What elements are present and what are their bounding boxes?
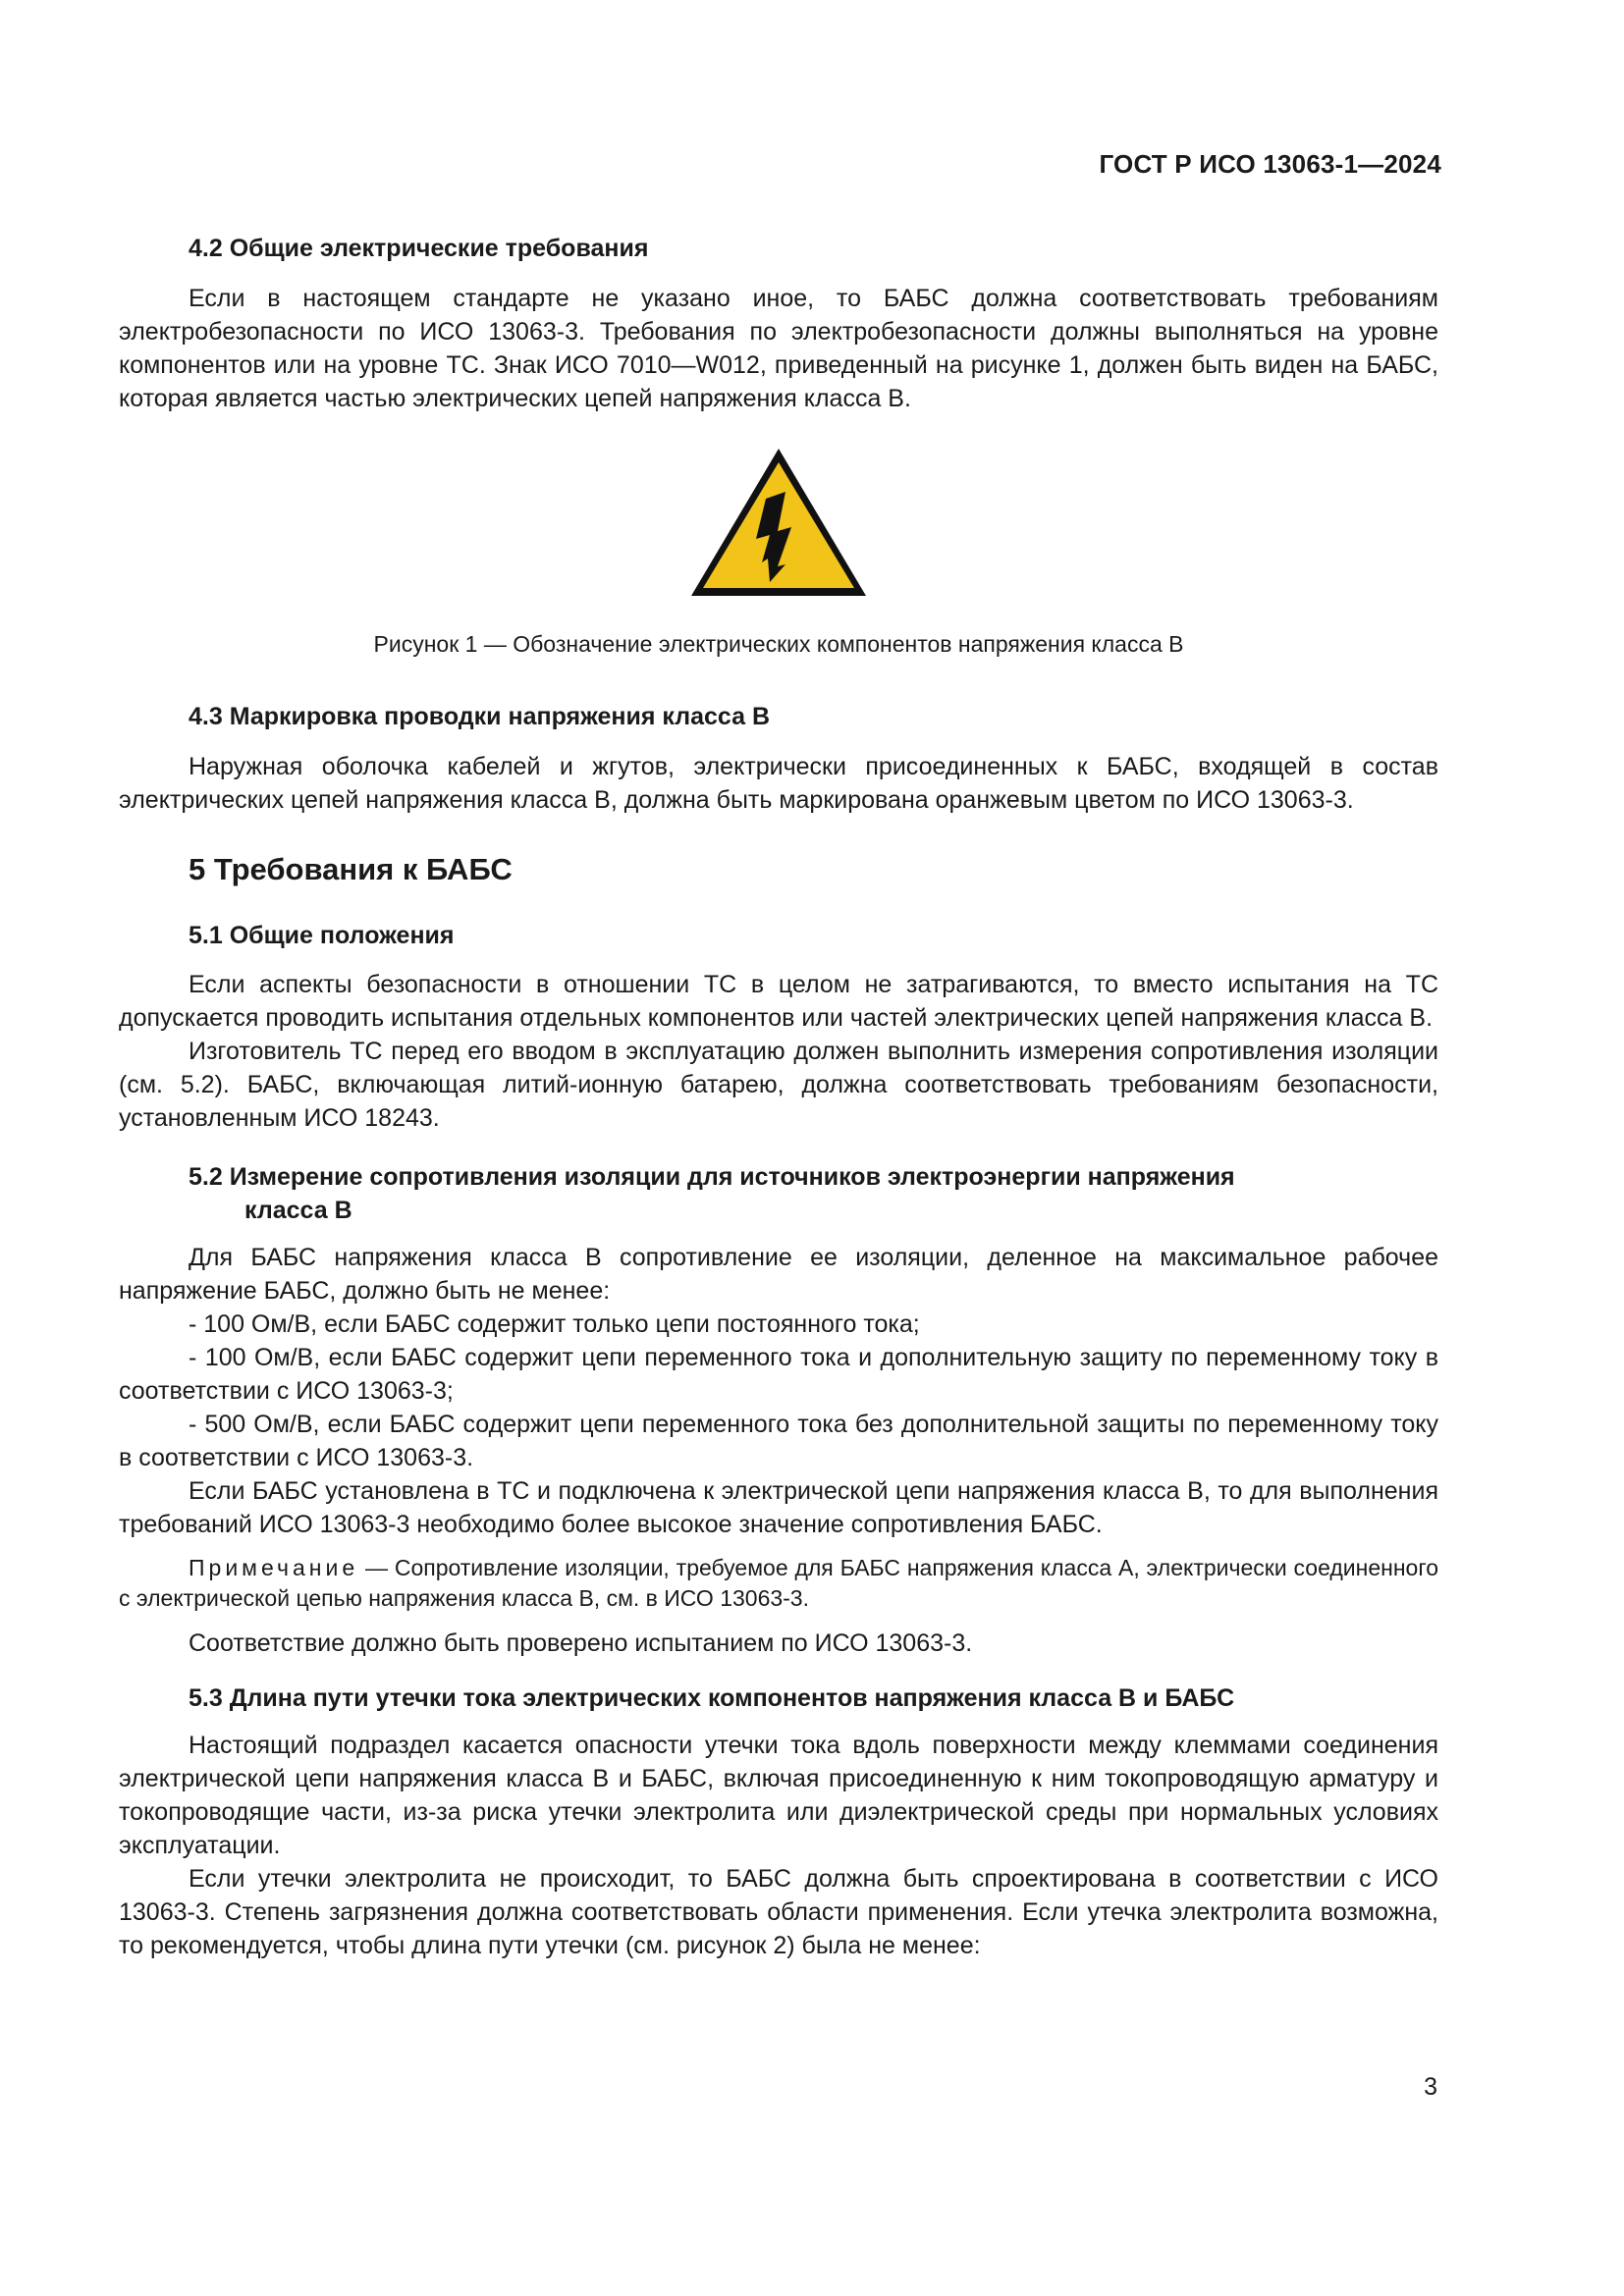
section-5-title: 5 Требования к БАБС — [189, 852, 513, 886]
page-number: 3 — [1424, 2073, 1437, 2101]
figure-1-caption: Рисунок 1 — Обозначение электрических компонентов напряжения класса B — [373, 631, 1184, 657]
document-body — [119, 224, 1438, 1962]
document-id: ГОСТ Р ИСО 13063-1—2024 — [1099, 149, 1441, 179]
section-5-3-p1: Настоящий подраздел касается опасности утечки тока вдоль поверхности между клеммами соединения электрической цепи напряжения класса B и БАБС, включая присоединенную к ним токопроводящую арматуру и токопроводящие части, из-за риска утечки электролита или диэлектрической среды при нормальных условиях эксплуатации. — [119, 1732, 1438, 1859]
section-4-3-text: Наружная оболочка кабелей и жгутов, электрически присоединенных к БАБС, входящей в состав электрических цепей напряжения класса B, должна быть маркирована оранжевым цветом по ИСО 13063-3. — [119, 753, 1438, 814]
section-5-2-title — [119, 1160, 1438, 1227]
section-5-2-item2: - 100 Ом/В, если БАБС содержит цепи переменного тока и дополнительную защиту по переменному току в соответствии с ИСО 13063-3; — [119, 1344, 1438, 1405]
section-5-3-p2: Если утечки электролита не происходит, то БАБС должна быть спроектирована в соответствии с ИСО 13063-3. Степень загрязнения должна соответствовать области применения. Если утечка электролита возможна, то рекомендуется, чтобы длина пути утечки (см. рисунок 2) была не менее: — [119, 1865, 1438, 1959]
note-text: — Сопротивление изоляции, требуемое для БАБС напряжения класса A, электрически соединенного с электрической цепью напряжения класса B, см. в ИСО 13063-3. — [119, 1555, 1438, 1611]
section-5-1-p2: Изготовитель ТС перед его вводом в эксплуатацию должен выполнить измерения сопротивления изоляции (см. 5.2). БАБС, включающая литий-ионную батарею, должна соответствовать требованиям безопасности, установленным ИСО 18243. — [119, 1038, 1438, 1132]
section-5-1-title: 5.1 Общие положения — [189, 922, 455, 949]
section-4-3-title: 4.3 Маркировка проводки напряжения класса B — [189, 703, 771, 730]
section-5-2-p2: Если БАБС установлена в ТС и подключена к электрической цепи напряжения класса B, то для выполнения требований ИСО 13063-3 необходимо более высокое значение сопротивления БАБС. — [119, 1477, 1438, 1538]
section-5-2-note — [119, 1553, 1438, 1614]
electric-hazard-warning-icon — [687, 445, 870, 600]
section-5-2-p3: Соответствие должно быть проверено испытанием по ИСО 13063-3. — [189, 1629, 973, 1657]
section-5-2-p1: Для БАБС напряжения класса B сопротивление ее изоляции, деленное на максимальное рабочее напряжение БАБС, должно быть не менее: — [119, 1244, 1438, 1305]
figure-1 — [119, 445, 1438, 659]
section-5-2-item3: - 500 Ом/В, если БАБС содержит цепи переменного тока без дополнительной защиты по переменному току в соответствии с ИСО 13063-3. — [119, 1411, 1438, 1471]
section-5-2-title-line2: класса B — [244, 1197, 352, 1224]
section-5-2-item1: - 100 Ом/В, если БАБС содержит только цепи постоянного тока; — [189, 1310, 920, 1338]
section-5-1-p1: Если аспекты безопасности в отношении ТС в целом не затрагиваются, то вместо испытания на ТС допускается проводить испытания отдельных компонентов или частей электрических цепей напряжения класса B. — [119, 971, 1438, 1032]
section-4-2-text: Если в настоящем стандарте не указано иное, то БАБС должна соответствовать требованиям электробезопасности по ИСО 13063-3. Требования по электробезопасности должны выполняться на уровне компонентов или на уровне ТС. Знак ИСО 7010—W012, приведенный на рисунке 1, должен быть виден на БАБС, которая является частью электрических цепей напряжения класса B. — [119, 285, 1438, 412]
section-4-2-title: 4.2 Общие электрические требования — [189, 235, 649, 262]
section-5-3-title: 5.3 Длина пути утечки тока электрических компонентов напряжения класса B и БАБС — [189, 1684, 1235, 1712]
note-label: Примечание — [189, 1555, 359, 1580]
section-5-2-title-line1: 5.2 Измерение сопротивления изоляции для источников электроэнергии напряжения — [189, 1163, 1235, 1191]
